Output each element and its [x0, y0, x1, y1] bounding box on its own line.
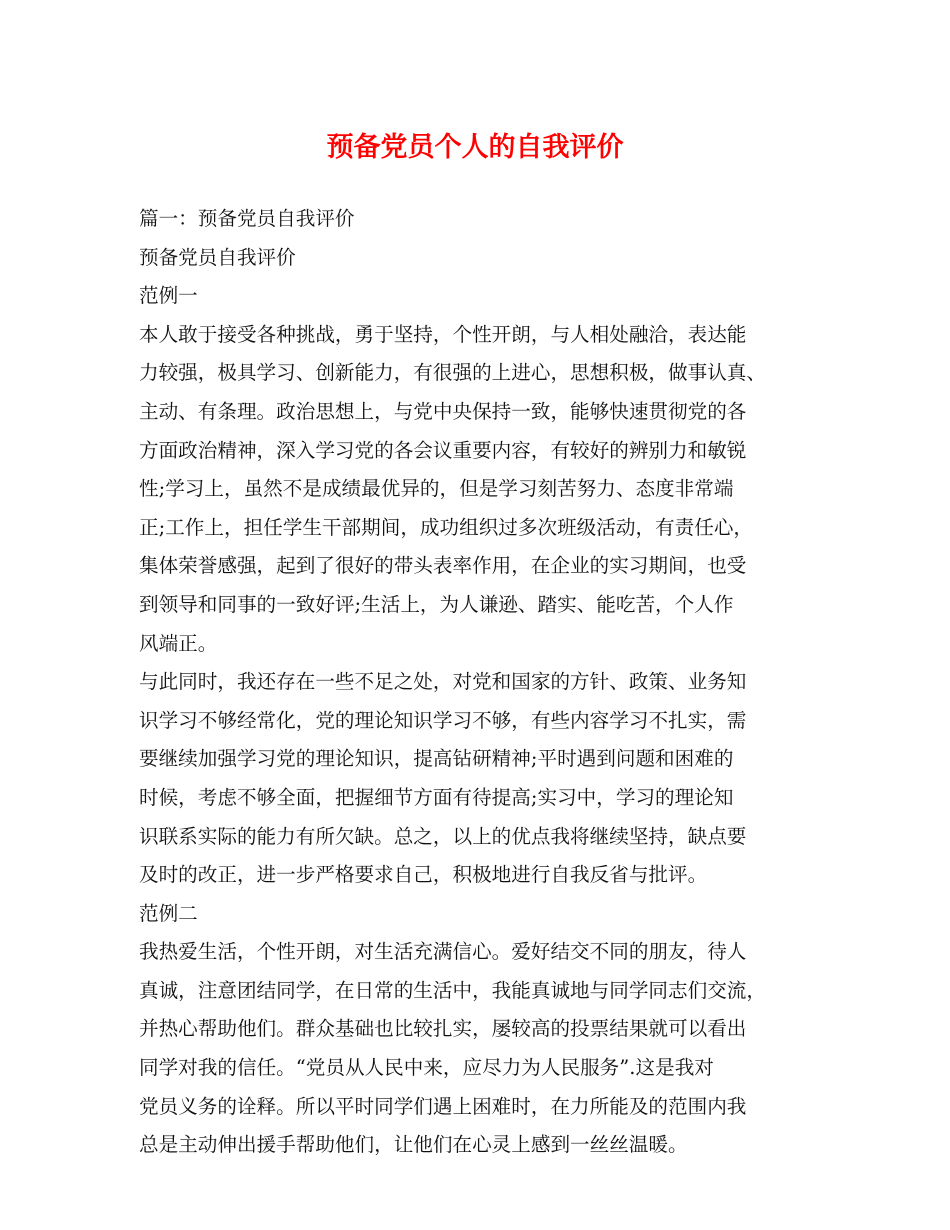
text-line: 我热爱生活，个性开朗，对生活充满信心。爱好结交不同的朋友，待人 [139, 940, 747, 964]
text-line: 性;学习上，虽然不是成绩最优异的，但是学习刻苦努力、态度非常端 [139, 477, 734, 501]
text-line: 要继续加强学习党的理论知识，提高钻研精神;平时遇到问题和困难的 [139, 747, 734, 771]
text-line: 到领导和同事的一致好评;生活上，为人谦逊、踏实、能吃苦，个人作 [139, 592, 734, 616]
text-line: 正;工作上，担任学生干部期间，成功组织过多次班级活动，有责任心， [139, 515, 754, 539]
text-line: 与此同时，我还存在一些不足之处，对党和国家的方针、政策、业务知 [139, 670, 747, 694]
text-line: 同学对我的信任。“党员从人民中来，应尽力为人民服务”.这是我对 [139, 1056, 714, 1080]
text-line: 方面政治精神，深入学习党的各会议重要内容，有较好的辨别力和敏锐 [139, 438, 747, 462]
text-line: 范例一 [139, 284, 198, 308]
text-line: 总是主动伸出援手帮助他们，让他们在心灵上感到一丝丝温暖。 [139, 1133, 688, 1157]
text-line: 真诚，注意团结同学，在日常的生活中，我能真诚地与同学同志们交流， [139, 978, 766, 1002]
text-line: 及时的改正，进一步严格要求自己，积极地进行自我反省与批评。 [139, 863, 708, 887]
text-line: 识学习不够经常化，党的理论知识学习不够，有些内容学习不扎实，需 [139, 708, 747, 732]
text-line: 并热心帮助他们。群众基础也比较扎实，屡较高的投票结果就可以看出 [139, 1017, 747, 1041]
text-line: 篇一：预备党员自我评价 [139, 207, 355, 230]
text-line: 本人敢于接受各种挑战，勇于坚持，个性开朗，与人相处融洽，表达能 [139, 322, 747, 346]
text-line: 识联系实际的能力有所欠缺。总之，以上的优点我将继续坚持，缺点要 [139, 824, 747, 848]
text-line: 集体荣誉感强，起到了很好的带头表率作用，在企业的实习期间，也受 [139, 554, 747, 578]
text-line: 预备党员自我评价 [139, 245, 296, 269]
document-title: 预备党员个人的自我评价 [326, 132, 624, 163]
text-line: 风端正。 [139, 631, 218, 655]
text-line: 党员义务的诠释。所以平时同学们遇上困难时，在力所能及的范围内我 [139, 1094, 747, 1118]
text-line: 主动、有条理。政治思想上，与党中央保持一致，能够快速贯彻党的各 [139, 399, 747, 423]
text-line: 范例二 [139, 901, 198, 925]
document-body [139, 200, 829, 1165]
text-line: 时候，考虑不够全面，把握细节方面有待提高;实习中，学习的理论知 [139, 785, 734, 809]
text-line: 力较强，极具学习、创新能力，有很强的上进心，思想积极，做事认真、 [139, 361, 766, 385]
